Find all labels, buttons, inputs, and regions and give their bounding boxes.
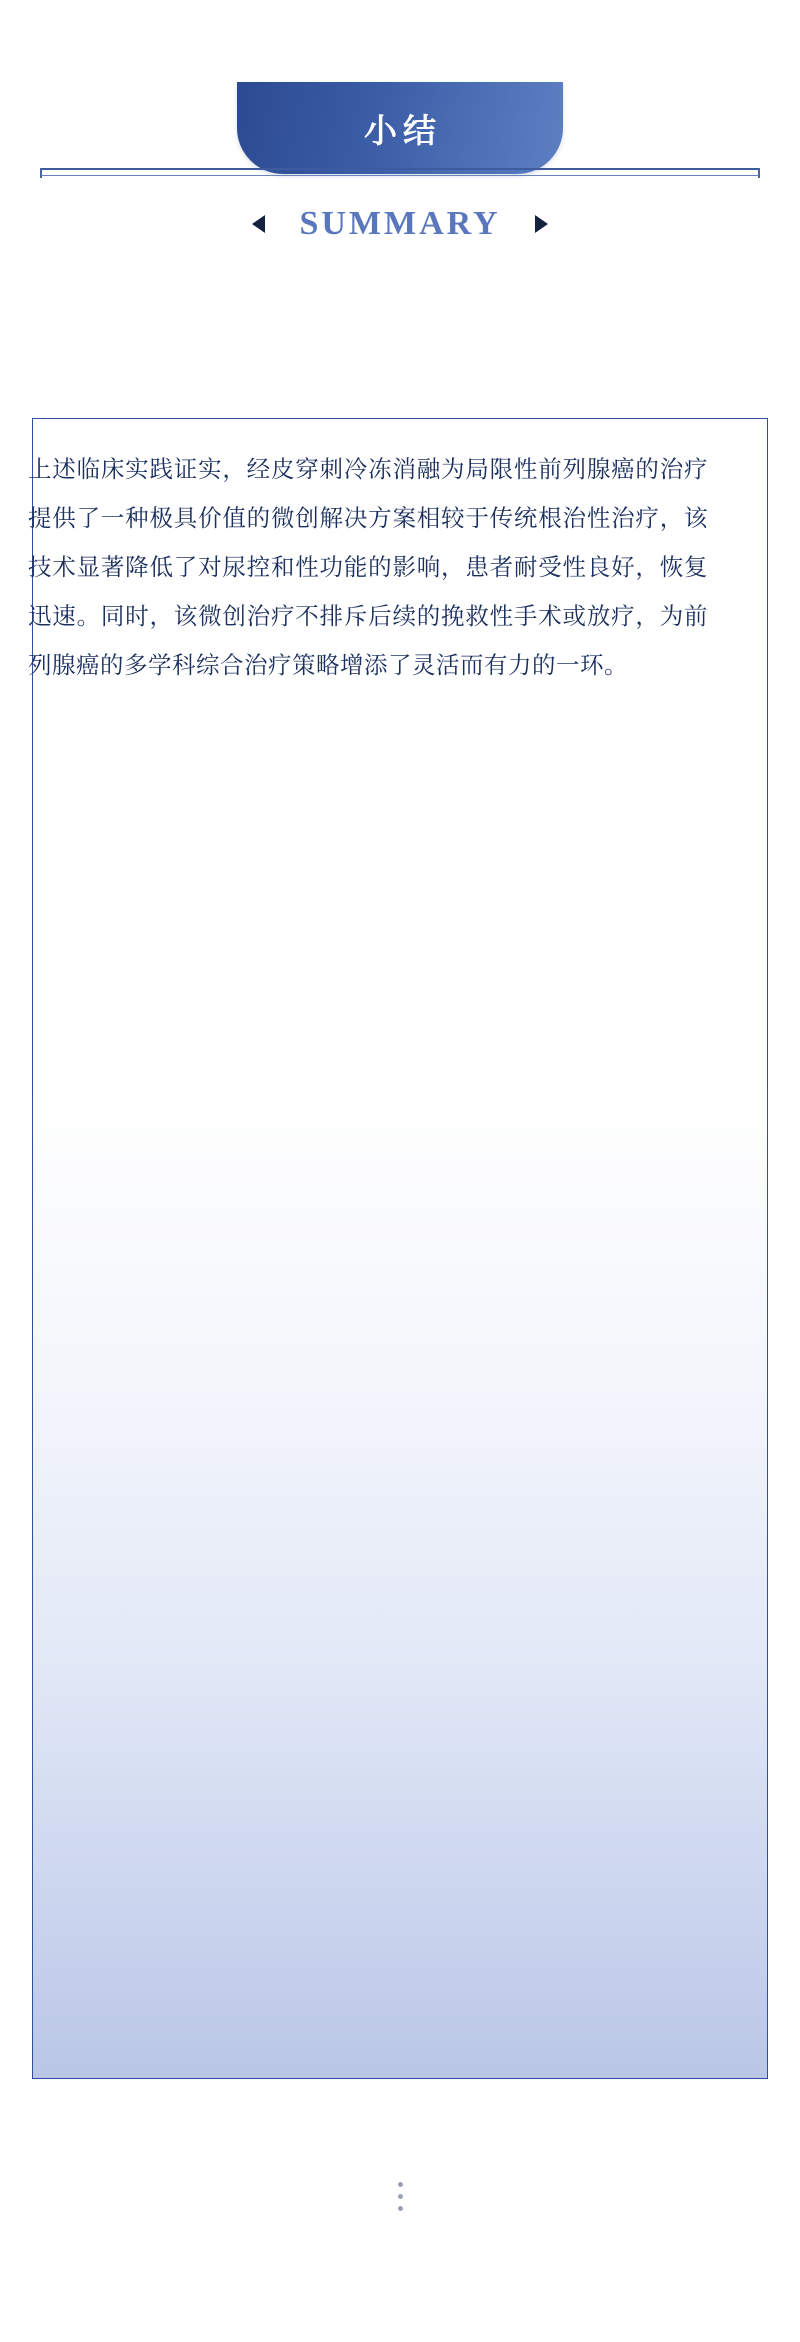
summary-heading	[0, 205, 800, 243]
summary-paragraph: 上述临床实践证实，经皮穿刺冷冻消融为局限性前列腺癌的治疗提供了一种极具价值的微创解决方案相较于传统根治性治疗，该技术显著降低了对尿控和性功能的影响，患者耐受性良好，恢复迅速。同时，该微创治疗不排斥后续的挽救性手术或放疗，为前列腺癌的多学科综合治疗策略增添了灵活而有力的一环。	[28, 456, 708, 678]
header-divider	[40, 168, 760, 178]
dot-2	[398, 2194, 403, 2199]
section-tab	[237, 82, 563, 174]
section-tab-label: 小结	[364, 111, 442, 149]
divider-cap-left	[40, 168, 42, 178]
page-header	[0, 0, 800, 300]
triangle-left-icon	[252, 215, 265, 233]
dot-1	[398, 2182, 403, 2187]
more-dots-icon[interactable]	[0, 2182, 800, 2211]
summary-heading-label: SUMMARY	[299, 205, 501, 242]
triangle-right-icon	[535, 215, 548, 233]
dot-3	[398, 2206, 403, 2211]
divider-line-bottom	[40, 175, 760, 176]
divider-line-top	[40, 168, 760, 170]
divider-cap-right	[758, 168, 760, 178]
